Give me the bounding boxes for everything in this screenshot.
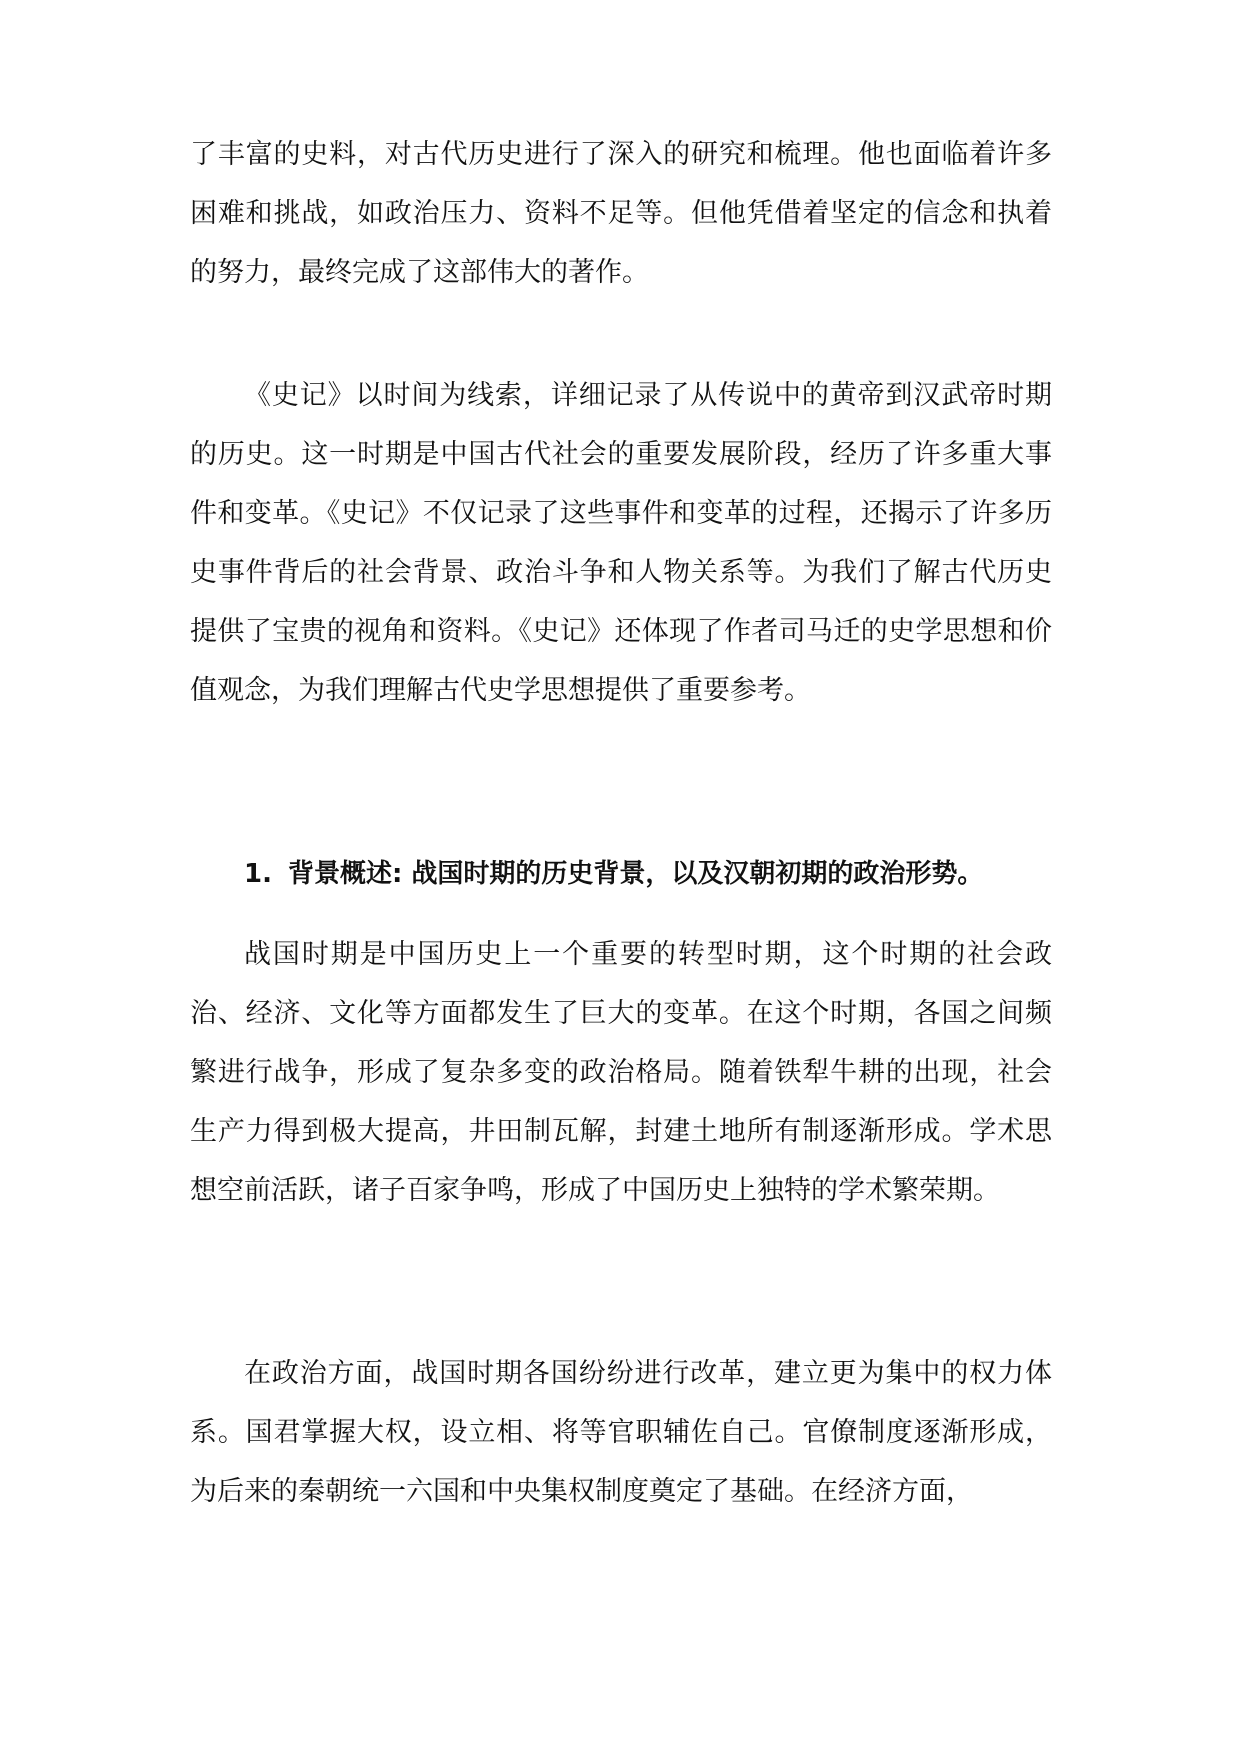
paragraph-3: 战国时期是中国历史上一个重要的转型时期，这个时期的社会政治、经济、文化等方面都发生了巨大的变革。在这个时期，各国之间频繁进行战争，形成了复杂多变的政治格局。随着铁犁牛耕的出现，社会生产力得到极大提高，井田制瓦解，封建土地所有制逐渐形成。学术思想空前活跃，诸子百家争鸣，形成了中国历史上独特的学术繁荣期。 — [190, 939, 1052, 1206]
paragraph-2: 《史记》以时间为线索，详细记录了从传说中的黄帝到汉武帝时期的历史。这一时期是中国古代社会的重要发展阶段，经历了许多重大事件和变革。《史记》不仅记录了这些事件和变革的过程，还揭示了许多历史事件背后的社会背景、政治斗争和人物关系等。为我们了解古代历史提供了宝贵的视角和资料。《史记》还体现了作者司马迁的史学思想和价值观念，为我们理解古代史学思想提供了重要参考。 — [190, 380, 1052, 706]
heading-text: 背景概述: 战国时期的历史背景，以及汉朝初期的政治形势。 — [287, 859, 984, 889]
section-heading — [244, 845, 1064, 904]
heading-number: 1. — [244, 859, 272, 889]
paragraph-1: 了丰富的史料，对古代历史进行了深入的研究和梳理。他也面临着许多困难和挑战，如政治压力、资料不足等。但他凭借着坚定的信念和执着的努力，最终完成了这部伟大的著作。 — [190, 139, 1052, 288]
paragraph-4: 在政治方面，战国时期各国纷纷进行改革，建立更为集中的权力体系。国君掌握大权，设立相、将等官职辅佐自己。官僚制度逐渐形成，为后来的秦朝统一六国和中央集权制度奠定了基础。在经济方面， — [190, 1358, 1052, 1507]
